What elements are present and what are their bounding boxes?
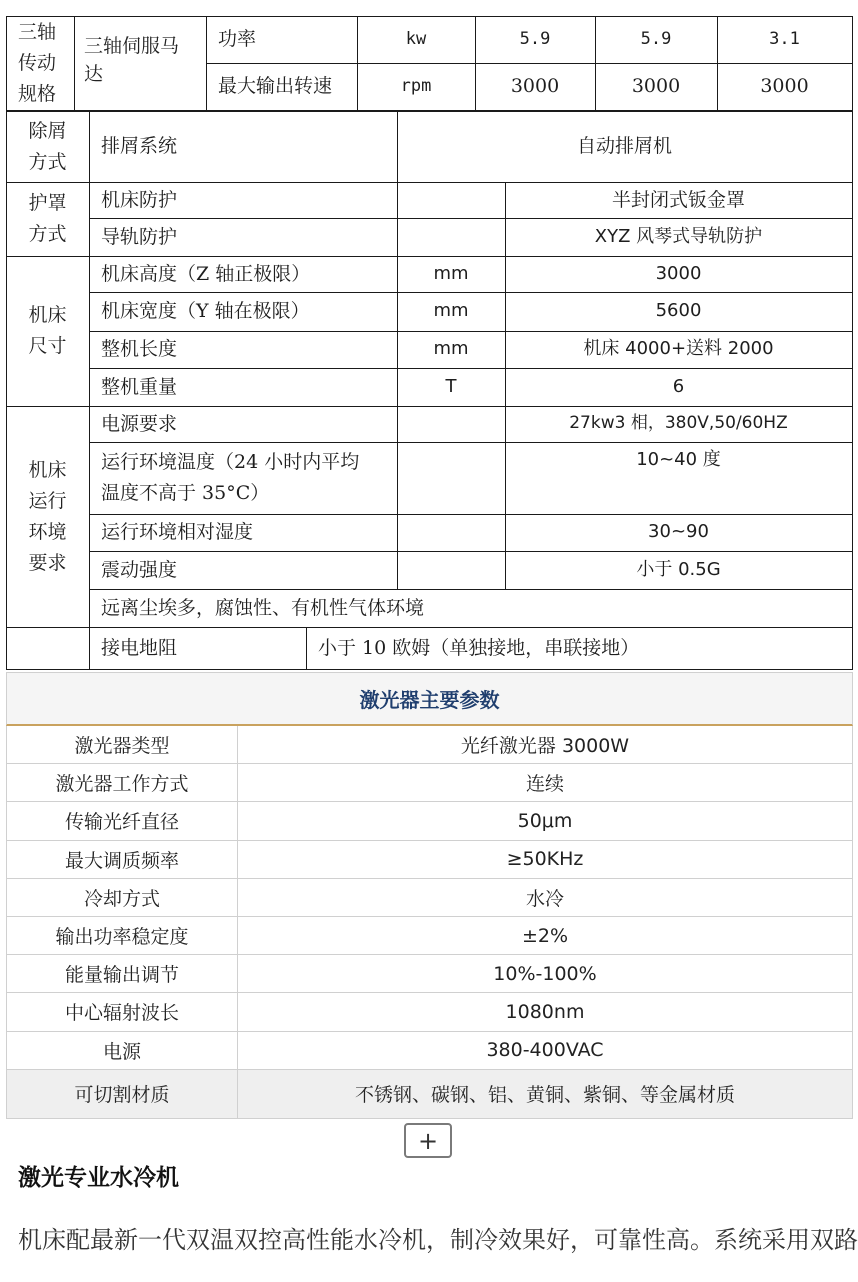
section-title: 激光专业水冷机 xyxy=(18,1165,179,1191)
env-vibration-item: 震动强度 xyxy=(101,558,178,581)
table-row xyxy=(6,917,853,955)
laser-value: 50μm xyxy=(517,809,573,832)
env-category-line3: 环境 xyxy=(28,520,67,543)
chip-item: 排屑系统 xyxy=(101,135,178,158)
chip-category xyxy=(6,111,89,182)
guard-category xyxy=(6,182,89,256)
laser-value: 380-400VAC xyxy=(486,1039,604,1062)
laser-key: 电源 xyxy=(7,1032,238,1069)
env-category xyxy=(6,406,89,627)
env-vibration-value: 小于 0.5G xyxy=(636,558,721,580)
laser-value: 光纤激光器 3000W xyxy=(460,735,630,758)
servo-item xyxy=(74,16,206,111)
size-value-4: 6 xyxy=(672,375,685,397)
chip-category-line1: 除屑 xyxy=(28,119,67,142)
ground-item: 接电地阻 xyxy=(101,636,178,659)
size-unit-2: mm xyxy=(433,300,469,322)
size-unit-3: mm xyxy=(433,338,469,360)
table-row xyxy=(6,955,853,993)
speed-value-3: 3000 xyxy=(760,75,809,98)
laser-key: 中心辐射波长 xyxy=(7,993,238,1030)
laser-value: ±2% xyxy=(521,924,569,947)
env-power-item: 电源要求 xyxy=(101,412,178,435)
env-category-line4: 要求 xyxy=(28,551,67,574)
guard-item-2: 导轨防护 xyxy=(101,225,178,248)
table-row xyxy=(6,1032,853,1070)
laser-value: 1080nm xyxy=(505,1000,585,1023)
laser-key: 能量输出调节 xyxy=(7,955,238,992)
env-temp-value: 10~40 度 xyxy=(636,449,721,470)
env-temp-item-line1: 运行环境温度（24 小时内平均 xyxy=(101,451,360,473)
size-item-2: 机床宽度（Y 轴在极限） xyxy=(101,300,310,323)
section-paragraph: 机床配最新一代双温双控高性能水冷机，制冷效果好，可靠性高。系统采用双路 xyxy=(18,1226,858,1254)
power-value-3: 3.1 xyxy=(769,28,800,49)
speed-value-1: 3000 xyxy=(510,75,560,98)
env-humidity-value: 30~90 xyxy=(648,521,709,543)
env-category-line1: 机床 xyxy=(28,458,67,481)
env-category-line2: 运行 xyxy=(28,489,67,512)
size-category xyxy=(6,256,89,406)
power-value-2: 5.9 xyxy=(640,28,672,49)
laser-value: 连续 xyxy=(525,773,564,796)
laser-value: 10%-100% xyxy=(493,962,597,985)
guard-category-line2: 方式 xyxy=(28,223,67,245)
servo-category xyxy=(6,16,74,111)
table-row xyxy=(6,802,853,840)
servo-item-line1: 三轴伺服马 xyxy=(84,35,180,57)
laser-value: 水冷 xyxy=(525,887,564,910)
laser-key: 输出功率稳定度 xyxy=(7,917,238,954)
servo-item-line2: 达 xyxy=(84,63,104,85)
table-row xyxy=(6,764,853,802)
chip-category-line2: 方式 xyxy=(28,150,67,173)
laser-key: 冷却方式 xyxy=(7,879,238,916)
speed-label: 最大输出转速 xyxy=(218,75,333,98)
size-item-3: 整机长度 xyxy=(101,338,178,361)
table-row xyxy=(6,1070,853,1119)
size-category-line2: 尺寸 xyxy=(28,335,67,357)
laser-key: 传输光纤直径 xyxy=(7,802,238,839)
guard-value-1: 半封闭式钣金罩 xyxy=(611,188,745,211)
env-humidity-item: 运行环境相对湿度 xyxy=(101,521,254,544)
speed-value-2: 3000 xyxy=(631,75,681,98)
power-label: 功率 xyxy=(218,28,257,51)
servo-category-line1: 三轴 xyxy=(18,21,57,43)
size-item-1: 机床高度（Z 轴正极限） xyxy=(101,262,311,285)
size-unit-4: T xyxy=(445,375,457,397)
env-temp-item xyxy=(89,442,397,514)
laser-key: 激光器工作方式 xyxy=(7,764,238,801)
laser-table-title: 激光器主要参数 xyxy=(6,672,853,726)
servo-category-line3: 规格 xyxy=(18,83,57,105)
laser-value: 不锈钢、碳钢、铝、黄铜、紫铜、等金属材质 xyxy=(354,1084,735,1107)
power-unit: kw xyxy=(405,28,427,49)
guard-category-line1: 护罩 xyxy=(28,192,67,214)
size-category-line1: 机床 xyxy=(28,304,67,326)
env-power-value: 27kw3 相，380V,50/60HZ xyxy=(569,413,788,434)
size-unit-1: mm xyxy=(433,262,469,284)
laser-key: 可切割材质 xyxy=(7,1070,238,1118)
guard-item-1: 机床防护 xyxy=(101,188,178,211)
expand-button[interactable]: + xyxy=(404,1123,452,1158)
laser-value: ≥50KHz xyxy=(506,848,584,871)
chip-value: 自动排屑机 xyxy=(576,135,672,158)
table-row xyxy=(6,993,853,1031)
size-value-1: 3000 xyxy=(655,262,702,284)
laser-params-table xyxy=(6,672,853,1119)
table-row xyxy=(6,879,853,917)
laser-key: 最大调质频率 xyxy=(7,841,238,878)
env-note: 远离尘埃多，腐蚀性、有机性气体环境 xyxy=(101,596,425,619)
size-value-3: 机床 4000+送料 2000 xyxy=(583,338,774,360)
size-item-4: 整机重量 xyxy=(101,375,178,398)
table-row xyxy=(6,841,853,879)
env-temp-item-line2: 温度不高于 35°C） xyxy=(101,482,270,504)
size-value-2: 5600 xyxy=(655,300,702,322)
speed-unit: rpm xyxy=(400,75,432,96)
guard-value-2: XYZ 风琴式导轨防护 xyxy=(594,225,763,247)
servo-category-line2: 传动 xyxy=(18,52,57,74)
power-value-1: 5.9 xyxy=(519,28,551,49)
table-row xyxy=(6,726,853,764)
ground-value: 小于 10 欧姆（单独接地，串联接地） xyxy=(318,636,640,659)
laser-key: 激光器类型 xyxy=(7,726,238,763)
